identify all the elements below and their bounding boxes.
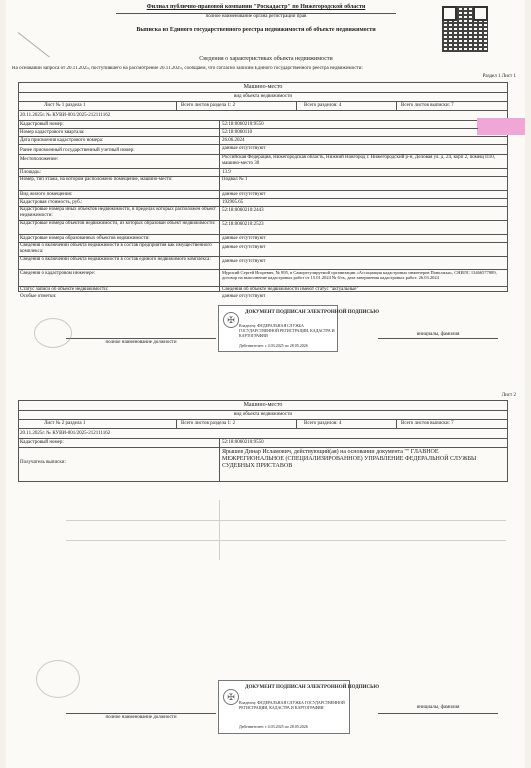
row-label: Сведения о включении объекта недвижимости в состав единого недвижимого комплекса:	[20, 257, 211, 262]
block2-date-number: 20.11.2025г. № КУВИ-001/2025-212111162	[20, 431, 111, 436]
block1-sheets-total: Всего листов раздела 1: 2	[181, 103, 236, 108]
row-label: Кадастровые номера объектов недвижимости, из которых образован объект недвижимости:	[20, 221, 216, 226]
row-label: Статус записи об объекте недвижимости:	[20, 287, 109, 292]
stamp-title: ДОКУМЕНТ ПОДПИСАН ЭЛЕКТРОННОЙ ПОДПИСЬЮ	[245, 685, 380, 690]
request-line: На основании запроса от 20.11.2025, поступившего на рассмотрение 20.11.2025, сообщаем, что согласно записям Единого государственного реестра недвижимости:	[12, 66, 363, 71]
row-label: Кадастровый номер:	[20, 440, 64, 445]
row-value: Ярышев Динар Исламович, действующий(ая) на основании документа "" ГЛАВНОЕ МЕЖРЕГИОНАЛЬНОЕ (СПЕЦИАЛИЗИРОВАННОЕ) УПРАВЛЕНИЕ ФЕДЕРАЛЬНОЙ СЛУЖБЫ СУДЕБНЫХ ПРИСТАВОВ	[222, 449, 477, 469]
block1-object-type-caption: вид объекта недвижимости	[233, 94, 293, 99]
row-value: 13.9	[222, 170, 231, 175]
block1-sheets-all: Всего листов выписки: 7	[401, 103, 454, 108]
row-label: Сведения о кадастровом инженере:	[20, 271, 96, 276]
razdel-list-label: Раздел 1 Лист 1	[482, 74, 516, 79]
row-label: Дата присвоения кадастрового номера:	[20, 138, 104, 143]
row-label: Особые отметки:	[20, 294, 57, 299]
row-value: 52:18:0060110	[222, 130, 253, 135]
row-value: данные отсутствуют	[222, 146, 266, 151]
block2-sections-total: Всего разделов: 4	[304, 421, 342, 426]
row-label: Кадастровый номер:	[20, 122, 64, 127]
stamp-owner: Владелец: ФЕДЕРАЛЬНАЯ СЛУЖБА ГОСУДАРСТВЕННОЙ РЕГИСТРАЦИИ, КАДАСТРА И КАРТОГРАФИИ	[239, 700, 345, 710]
emblem-icon: ✠	[223, 312, 239, 328]
row-value: 52:18:0060210:9550	[222, 440, 264, 445]
row-value: Российская Федерация, Нижегородская область, Нижний Новгород г. Нижегородский р-н, Деловая ул. д. 24, корп 2, помещ П10, машино-место 30	[222, 155, 495, 166]
row-value: 52:18:0060210:9550	[222, 122, 264, 127]
row-label: Ранее присвоенный государственный учетный номер:	[20, 148, 135, 153]
block1-sheet: Лист № 1 раздела 1	[44, 103, 86, 108]
row-label: Номер, тип этажа, на котором расположено помещение, машино-место:	[20, 177, 173, 182]
section-title: Сведения о характеристиках объекта недвижимости	[199, 56, 333, 62]
row-label: Сведения о включении объекта недвижимости в состав предприятия как имущественного комплекса:	[20, 243, 212, 254]
org-subline: полное наименование органа регистрации прав	[205, 14, 307, 19]
row-label: Местоположение:	[20, 157, 59, 162]
row-value: данные отсутствуют	[222, 245, 266, 250]
stamp-validity: Действителен: с 4.03.2025 по 28.05.2026	[239, 343, 308, 348]
position-caption: полное наименование должности	[105, 715, 177, 720]
row-value: 192905.65	[222, 200, 244, 205]
row-value: 52:18:0060210:2443	[222, 208, 264, 213]
row-value: Сведения об объекте недвижимости имеют статус "актуальные"	[222, 287, 359, 292]
block1-date-number: 20.11.2025г. № КУВИ-001/2025-212111162	[20, 113, 111, 118]
highlight-mark	[477, 118, 525, 135]
pen-stroke	[18, 32, 50, 57]
row-label: Вид жилого помещения:	[20, 192, 73, 197]
block2-sheet: Лист № 2 раздела 1	[44, 421, 86, 426]
block1-object-type: Машино-место	[243, 84, 283, 90]
qr-code-icon	[442, 6, 488, 52]
stamp-owner: Владелец: ФЕДЕРАЛЬНАЯ СЛУЖБА ГОСУДАРСТВЕННОЙ РЕГИСТРАЦИИ, КАДАСТРА И КАРТОГРАФИИ	[239, 323, 335, 338]
emblem-icon: ✠	[223, 689, 239, 705]
document-title: Выписка из Единого государственного реестра недвижимости об объекте недвижимости	[136, 27, 376, 33]
handwritten-mark	[34, 318, 72, 348]
row-label: Площадь:	[20, 170, 41, 175]
row-value: данные отсутствуют	[222, 259, 266, 264]
row-value: 52:18:0060210:2523	[222, 222, 264, 227]
handwritten-mark	[36, 660, 80, 698]
block2-sheet-number: Лист 2	[501, 393, 516, 398]
row-label: Кадастровые номера образованных объектов недвижимости:	[20, 236, 150, 241]
block2-object-type: Машино-место	[243, 402, 283, 408]
row-label: Получатель выписки:	[20, 460, 66, 465]
initials-caption: инициалы, фамилия	[416, 705, 460, 710]
block2-sheets-total: Всего листов раздела 1: 2	[181, 421, 236, 426]
block2-sheets-all: Всего листов выписки: 7	[401, 421, 454, 426]
initials-caption: инициалы, фамилия	[416, 332, 460, 337]
row-value: Мурский Сергей Игоревич, № 895, в Саморегулируемой организации «Ассоциация кадастровых инженеров Поволжья», СНИЛС 13466577889, договор на выполнение кадастровых работ от 15.01.2024 № 6/ть, дата завершения кадастровых работ: 26.03.2024	[222, 270, 497, 280]
row-value: Подвал № 1	[222, 177, 248, 182]
position-caption: полное наименование должности	[105, 340, 177, 345]
row-value: данные отсутствуют	[222, 294, 266, 299]
block2-object-type-caption: вид объекта недвижимости	[233, 412, 293, 417]
stamp-validity: Действителен: с 4.03.2025 по 28.05.2026	[239, 724, 308, 729]
row-label: Номер кадастрового квартала:	[20, 130, 85, 135]
row-value: 26.06.2024	[222, 138, 245, 143]
row-label: Кадастровая стоимость, руб.:	[20, 200, 83, 205]
stamp-title: ДОКУМЕНТ ПОДПИСАН ЭЛЕКТРОННОЙ ПОДПИСЬЮ	[245, 310, 380, 315]
row-label: Кадастровые номера иных объектов недвижимости, в пределах которых расположен объект недвижимости:	[20, 207, 216, 218]
org-line: Филиал публично-правовой компании "Роскадастр" по Нижегородской области	[146, 4, 366, 10]
document-page	[6, 0, 525, 768]
row-value: данные отсутствуют	[222, 192, 266, 197]
row-value: данные отсутствуют	[222, 236, 266, 241]
e-signature-stamp	[218, 680, 380, 734]
e-signature-stamp	[218, 305, 380, 352]
block1-sections-total: Всего разделов: 4	[304, 103, 342, 108]
